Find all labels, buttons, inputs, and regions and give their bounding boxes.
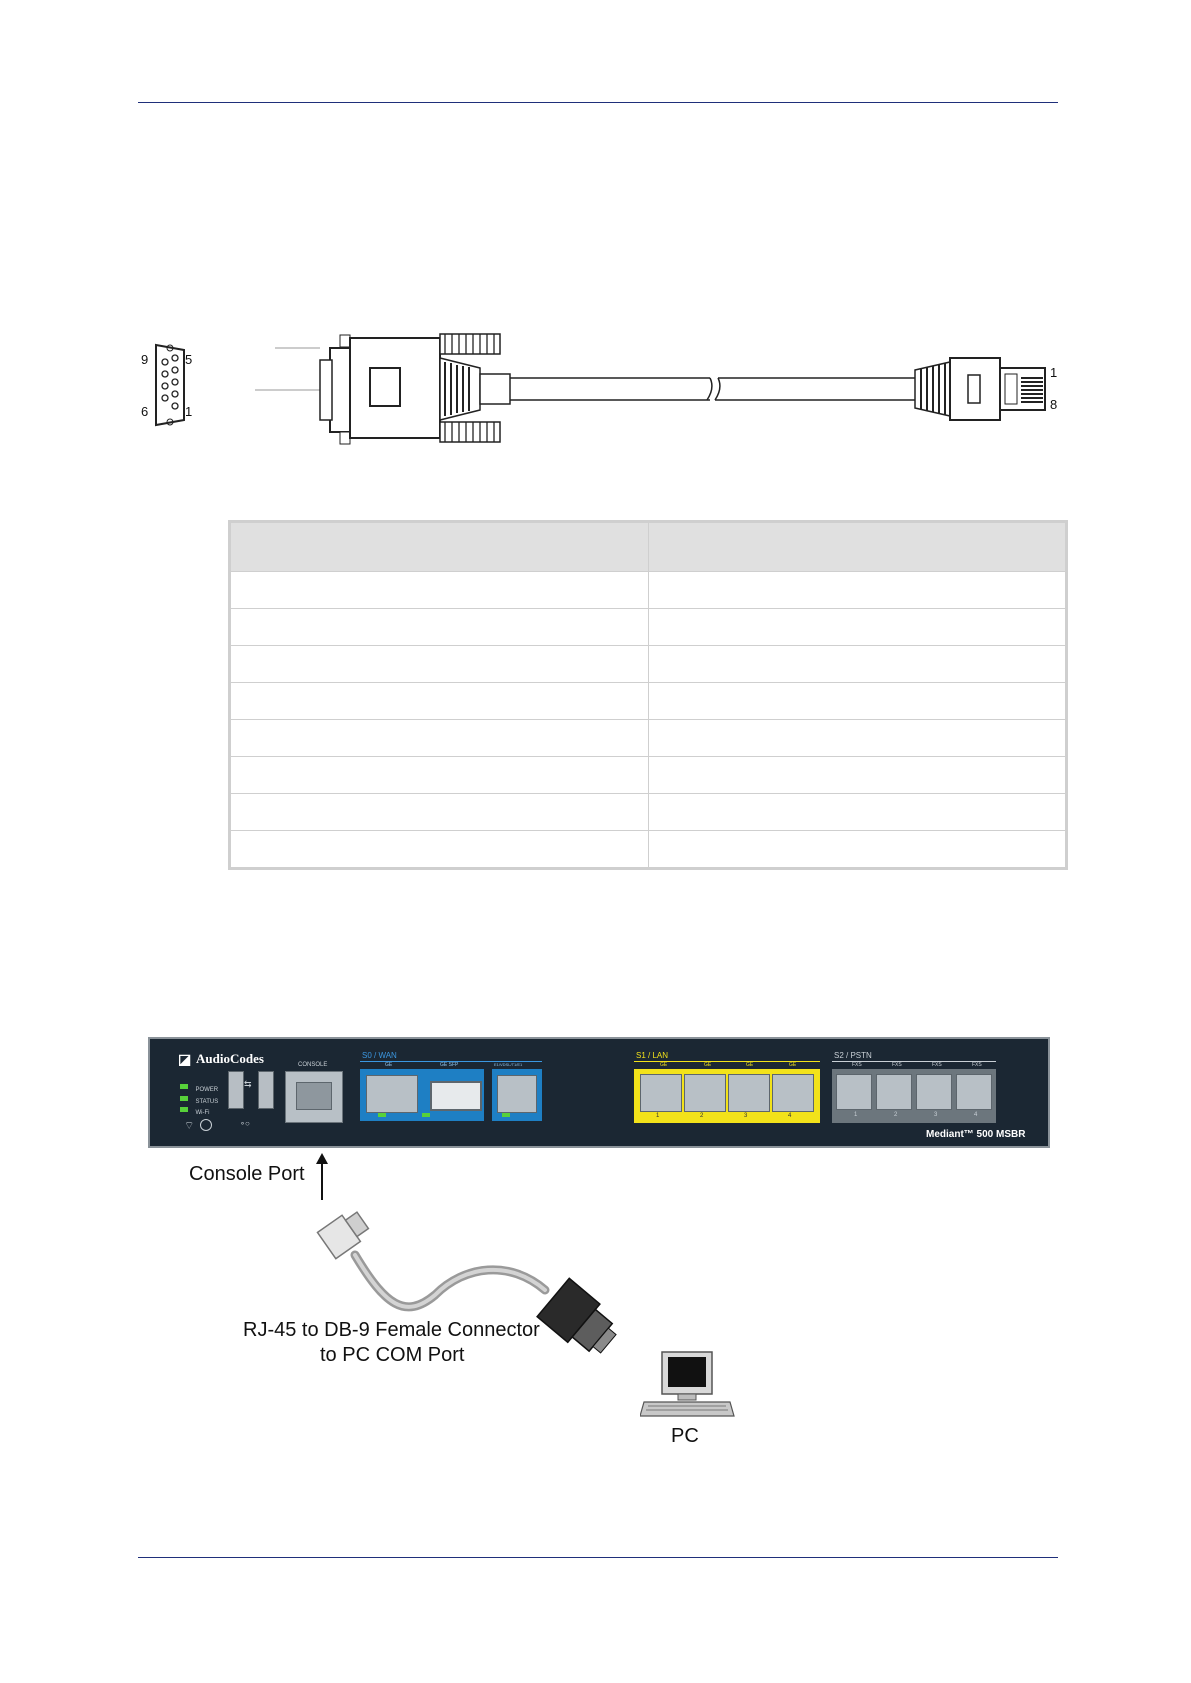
- lan-num-1: 1: [656, 1113, 660, 1119]
- lan-port-2[interactable]: [684, 1074, 726, 1112]
- rj45-pin-8: 8: [1050, 397, 1058, 412]
- device-front-panel: [148, 1037, 1050, 1148]
- lan-port-2-label: GE: [704, 1062, 712, 1068]
- lan-num-3: 3: [744, 1113, 748, 1119]
- rj45-db9-cable-drawing: [245, 330, 1058, 445]
- lan-port-3-label: GE: [746, 1062, 754, 1068]
- led-wifi-label: Wi-Fi: [195, 1110, 210, 1116]
- usb-icon: ⇆: [244, 1079, 252, 1089]
- pstn-port-3-label: FXS: [932, 1062, 942, 1068]
- pinout-table: [228, 520, 1068, 870]
- console-label: CONSOLE: [298, 1062, 328, 1068]
- lan-group-label: S1 / LAN: [636, 1051, 669, 1060]
- led-power-label: POWER: [195, 1087, 219, 1093]
- wifi-button-icon[interactable]: [200, 1119, 212, 1131]
- wan-dsl-block: [492, 1062, 542, 1121]
- header-rule: [138, 102, 1058, 103]
- pstn-num-3: 3: [934, 1112, 938, 1118]
- wan-dsl-label: E1/VDSL/T1/E1: [494, 1062, 523, 1067]
- table-row: [230, 794, 1067, 831]
- pstn-port-2-label: FXS: [892, 1062, 902, 1068]
- db9-pin-5: 5: [185, 352, 193, 367]
- table-row: [230, 720, 1067, 757]
- lan-num-2: 2: [700, 1113, 704, 1119]
- db9-pin-6: 6: [141, 404, 149, 419]
- pstn-num-1: 1: [854, 1112, 858, 1118]
- lan-port-1-label: GE: [660, 1062, 668, 1068]
- led-wifi: [180, 1101, 209, 1119]
- db9-connector-face: [150, 340, 193, 430]
- pstn-port-1-label: FXS: [852, 1062, 862, 1068]
- wan-sfp-label: GE SFP: [440, 1062, 459, 1068]
- table-row: [230, 831, 1067, 869]
- lan-block: [634, 1062, 820, 1123]
- console-port-arrow: [314, 1152, 330, 1202]
- lan-port-1[interactable]: [640, 1074, 682, 1112]
- pstn-port-2[interactable]: [876, 1074, 912, 1110]
- brand-name: AudioCodes: [196, 1051, 264, 1066]
- pstn-port-4[interactable]: [956, 1074, 992, 1110]
- pstn-port-3[interactable]: [916, 1074, 952, 1110]
- usb-port-1[interactable]: [228, 1071, 244, 1109]
- pstn-port-4-label: FXS: [972, 1062, 982, 1068]
- pc-icon: [640, 1350, 735, 1420]
- wifi-icon: ⌔: [184, 1120, 195, 1132]
- table-row: [230, 572, 1067, 609]
- table-row: [230, 646, 1067, 683]
- pstn-block: [832, 1062, 996, 1123]
- pstn-num-4: 4: [974, 1112, 978, 1118]
- pstn-port-1[interactable]: [836, 1074, 872, 1110]
- db9-pin-1: 1: [185, 404, 193, 419]
- table-row: [230, 757, 1067, 794]
- model-name: Mediant™ 500 MSBR: [926, 1129, 1026, 1140]
- table-header-row: [230, 522, 1067, 572]
- lan-port-3[interactable]: [728, 1074, 770, 1112]
- footer-rule: [138, 1557, 1058, 1558]
- table-row: [230, 609, 1067, 646]
- lan-port-4-label: GE: [789, 1062, 797, 1068]
- led-status-label: STATUS: [195, 1099, 219, 1105]
- table-row: [230, 683, 1067, 720]
- wan-dsl-port[interactable]: [497, 1075, 537, 1113]
- wan-sfp-port[interactable]: [430, 1081, 482, 1111]
- db9-pin-9: 9: [141, 352, 149, 367]
- console-port[interactable]: [285, 1071, 343, 1123]
- wan-group-label: S0 / WAN: [362, 1051, 397, 1060]
- reset-icon: ∘○: [240, 1119, 250, 1128]
- cable-label-line1: RJ-45 to DB-9 Female Connector: [243, 1319, 540, 1341]
- console-port-label: Console Port: [189, 1163, 305, 1185]
- cable-label-line2: to PC COM Port: [320, 1344, 465, 1366]
- wan-ge-port[interactable]: [366, 1075, 418, 1113]
- audiocodes-logo-icon: ◪: [178, 1051, 192, 1067]
- wan-ge-label: GE: [385, 1062, 393, 1068]
- usb-port-2[interactable]: [258, 1071, 274, 1109]
- lan-num-4: 4: [788, 1113, 792, 1119]
- wan-block: [360, 1062, 484, 1121]
- pc-label: PC: [671, 1425, 699, 1447]
- lan-port-4[interactable]: [772, 1074, 814, 1112]
- pstn-group-label: S2 / PSTN: [834, 1051, 872, 1060]
- rj45-pin-1: 1: [1050, 365, 1058, 380]
- pstn-num-2: 2: [894, 1112, 898, 1118]
